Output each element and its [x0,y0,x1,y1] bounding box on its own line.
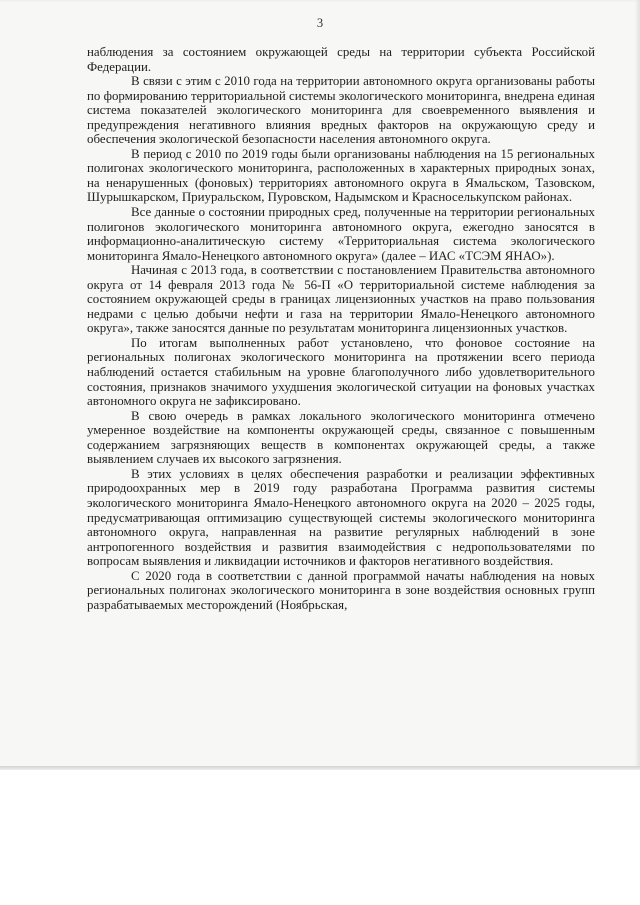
paragraph-local-monitoring: В свою очередь в рамках локального экологического мониторинга отмечено умеренное воздействие на компоненты окружающей среды, связанное с повышенным содержанием загрязняющих веществ в компонентах окружающей среды, а также выявлением случаев их высокого загрязнения. [87,408,595,467]
document-body [87,45,595,612]
paragraph-license-areas: Начиная с 2013 года, в соответствии с постановлением Правительства автономного округа от 14 февраля 2013 года № 56-П «О территориальной системе наблюдения за состоянием окружающей среды в границах лицензионных участков на право пользования недрами с целью добычи нефти и газа на территории Ямало-Ненецкого автономного округа», также заносятся данные по результатам мониторинга лицензионных участков. [87,263,595,336]
paragraph-continuation: наблюдения за состоянием окружающей среды на территории субъекта Российской Федерации. [87,45,595,74]
paragraph-regional-polygons: В период с 2010 по 2019 годы были организованы наблюдения на 15 региональных полигонах экологического мониторинга, расположенных в характерных природных зонах, на ненарушенных (фоновых) территориях автономного округа в Ямальском, Тазовском, Шурышкарском, Приуральском, Пуровском, Надымском и Красноселькупском районах. [87,146,595,205]
paragraph-ias-tsem: Все данные о состоянии природных сред, полученные на территории региональных полигонов экологического мониторинга автономного округа, ежегодно заносятся в информационно-аналитическую систему «Территориальная система экологического мониторинга Ямало-Ненецкого автономного округа» (далее – ИАС «ТСЭМ ЯНАО»). [87,205,595,263]
scan-bottom-edge [0,766,640,770]
paragraph-new-polygons: С 2020 года в соответствии с данной программой начаты наблюдения на новых региональных полигонах экологического мониторинга в зоне воздействия основных групп разрабатываемых месторождений (Ноябрьская, [87,568,595,612]
paragraph-monitoring-since-2010: В связи с этим с 2010 года на территории автономного округа организованы работы по формированию территориальной системы экологического мониторинга, внедрена единая система показателей экологического мониторинга для своевременного выявления и предупреждения негативного влияния вредных факторов на окружающую среду и обеспечения экологической безопасности населения автономного округа. [87,74,595,147]
paragraph-program-2020-2025: В этих условиях в целях обеспечения разработки и реализации эффективных природоохранных мер в 2019 году разработана Программа развития системы экологического мониторинга Ямало-Ненецкого автономного округа на 2020 – 2025 годы, предусматривающая оптимизацию существующей системы экологического мониторинга автономного округа, направленная на развитие регулярных наблюдений в зоне антропогенного воздействия и развития взаимодействия с недропользователями по вопросам выявления и ликвидации источников и факторов негативного воздействия. [87,466,595,569]
page-number: 3 [316,16,324,30]
paragraph-results: По итогам выполненных работ установлено, что фоновое состояние на региональных полигонах экологического мониторинга на протяжении всего периода наблюдений остается стабильным на уровне благополучного либо удовлетворительного состояния, признаков значимого ухудшения экологической ситуации на фоновых участках автономного округа не зафиксировано. [87,335,595,409]
